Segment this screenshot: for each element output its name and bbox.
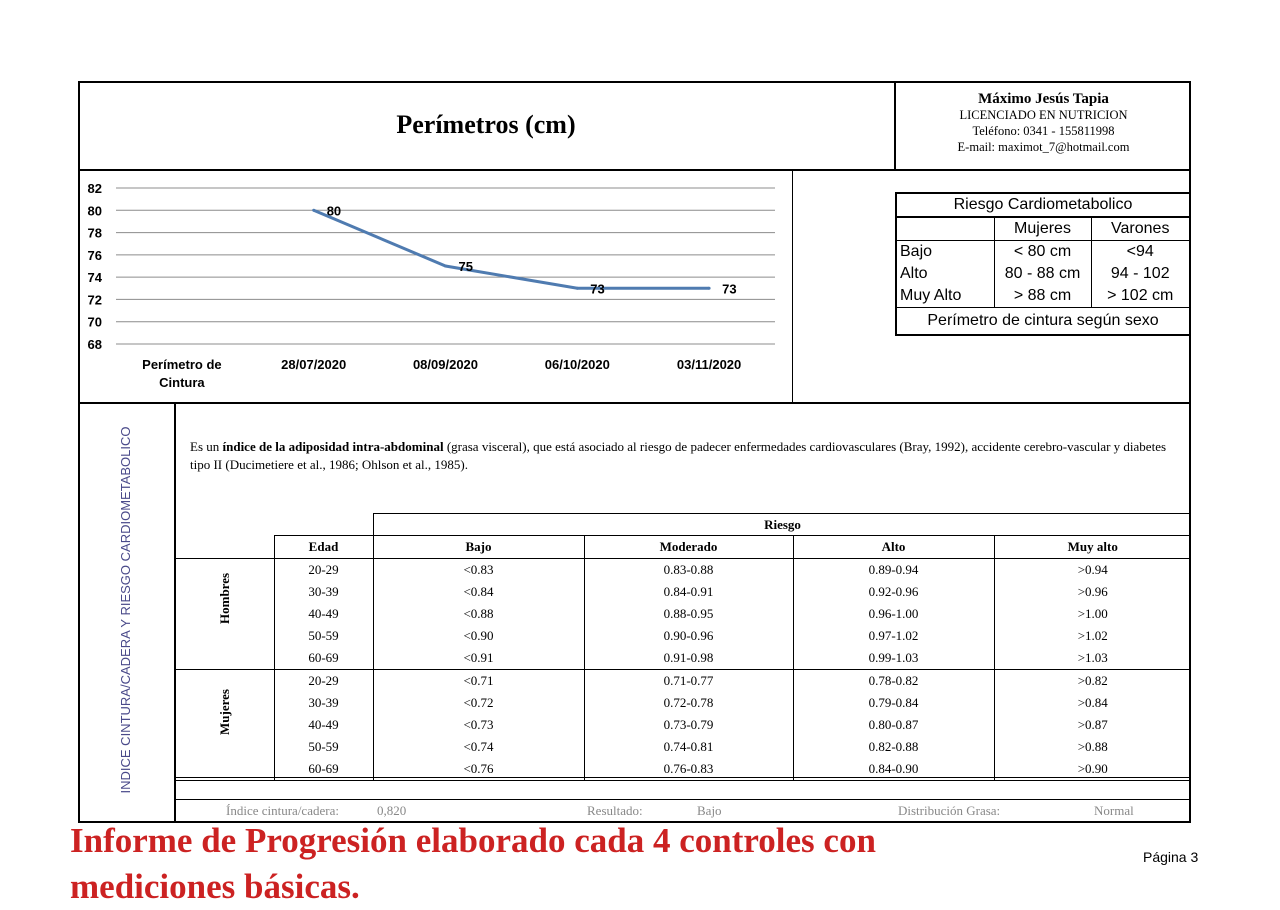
ic-group-label-cell <box>176 670 274 781</box>
ic-header-edad: Edad <box>274 536 373 559</box>
contact-name: Máximo Jesús Tapia <box>978 91 1109 107</box>
summary-index-label: Índice cintura/cadera: <box>226 803 339 818</box>
page-number: Página 3 <box>1143 849 1199 865</box>
ic-value-cell: 0.83-0.88 <box>584 559 793 582</box>
summary-distribution-value: Normal <box>1094 803 1134 818</box>
data-label: 75 <box>458 259 473 274</box>
ic-value-cell: 0.91-0.98 <box>584 647 793 670</box>
ic-value-cell: >0.82 <box>994 670 1191 693</box>
ic-header-alto: Alto <box>793 536 994 559</box>
risk-table-title: Riesgo Cardiometabolico <box>897 194 1189 217</box>
risk-level: Bajo <box>897 241 994 264</box>
data-point <box>312 209 315 212</box>
summary-result-value: Bajo <box>697 803 722 818</box>
x-tick-label: 28/07/2020 <box>281 357 347 372</box>
ic-age-cell: 60-69 <box>274 758 373 781</box>
ic-age-cell: 40-49 <box>274 714 373 736</box>
ic-header-bajo: Bajo <box>373 536 584 559</box>
risk-table-footer: Perímetro de cintura según sexo <box>927 312 1159 329</box>
description <box>190 438 1185 474</box>
ic-value-cell: >1.02 <box>994 625 1191 647</box>
contact-block <box>896 81 1191 171</box>
y-tick-label: 72 <box>87 292 102 308</box>
table-row <box>176 647 1191 670</box>
ic-value-cell: >0.84 <box>994 692 1191 714</box>
y-tick-label: 78 <box>87 225 102 241</box>
ic-group-label: Mujeres <box>216 689 232 735</box>
risk-varones: 94 - 102 <box>1091 263 1189 285</box>
ic-value-cell: 0.92-0.96 <box>793 581 994 603</box>
x-tick-label: 06/10/2020 <box>544 357 610 372</box>
risk-mujeres: > 88 cm <box>994 285 1091 308</box>
ic-value-cell: >1.03 <box>994 647 1191 670</box>
ic-value-cell: <0.90 <box>373 625 584 647</box>
table-row <box>176 603 1191 625</box>
table-row <box>176 670 1191 693</box>
ic-value-cell: <0.74 <box>373 736 584 758</box>
side-label-column <box>78 402 176 823</box>
risk-mujeres: < 80 cm <box>994 241 1091 264</box>
ic-value-cell: 0.76-0.83 <box>584 758 793 781</box>
ic-value-cell: >0.94 <box>994 559 1191 582</box>
ic-value-cell: >0.88 <box>994 736 1191 758</box>
y-tick-label: 74 <box>87 270 102 286</box>
table-row <box>176 559 1191 582</box>
table-row <box>176 692 1191 714</box>
ic-value-cell: 0.74-0.81 <box>584 736 793 758</box>
ic-value-cell: 0.80-0.87 <box>793 714 994 736</box>
ic-value-cell: <0.71 <box>373 670 584 693</box>
ic-age-cell: 60-69 <box>274 647 373 670</box>
ic-age-cell: 20-29 <box>274 670 373 693</box>
ic-age-cell: 50-59 <box>274 625 373 647</box>
waist-chart <box>78 171 791 401</box>
risk-header-empty <box>897 218 994 241</box>
risk-header-mujeres: Mujeres <box>994 218 1091 241</box>
y-tick-label: 76 <box>87 247 102 263</box>
ic-table-header <box>176 536 1191 559</box>
ic-value-cell: 0.72-0.78 <box>584 692 793 714</box>
ic-group-label-cell <box>176 559 274 670</box>
description-post: (grasa visceral), que está asociado al riesgo de padecer enfermedades cardiovasculares (Bray, 1992), accidente cerebro-vascular y diabetes tipo II (Ducimetiere et al., 1986; Ohlson et al., 1985). <box>190 439 1167 472</box>
ic-header-moderado: Moderado <box>584 536 793 559</box>
risk-header-varones: Varones <box>1091 218 1189 241</box>
x-tick-label: Perímetro de <box>142 357 222 372</box>
data-label: 80 <box>326 203 342 219</box>
risk-level: Alto <box>897 263 994 285</box>
ic-value-cell: 0.99-1.03 <box>793 647 994 670</box>
ic-value-cell: 0.84-0.91 <box>584 581 793 603</box>
ic-value-cell: >0.87 <box>994 714 1191 736</box>
ic-value-cell: 0.82-0.88 <box>793 736 994 758</box>
ic-value-cell: <0.91 <box>373 647 584 670</box>
ic-table <box>176 535 1191 781</box>
y-tick-label: 68 <box>87 337 102 352</box>
ic-value-cell: 0.79-0.84 <box>793 692 994 714</box>
table-row <box>176 736 1191 758</box>
ic-value-cell: <0.84 <box>373 581 584 603</box>
y-tick-label: 80 <box>87 203 102 219</box>
ic-age-cell: 30-39 <box>274 581 373 603</box>
risk-table-grid <box>897 217 1189 308</box>
page-title: Perímetros (cm) <box>396 110 576 139</box>
summary-index-value: 0,820 <box>377 803 407 818</box>
risk-varones: > 102 cm <box>1091 285 1189 308</box>
ic-group-label: Hombres <box>216 572 232 624</box>
risk-table-header <box>897 218 1189 241</box>
ic-age-cell: 40-49 <box>274 603 373 625</box>
y-tick-label: 70 <box>87 314 102 330</box>
risk-table <box>895 192 1191 336</box>
risk-row <box>897 241 1189 264</box>
ic-value-cell: 0.78-0.82 <box>793 670 994 693</box>
ic-value-cell: 0.84-0.90 <box>793 758 994 781</box>
table-row <box>176 625 1191 647</box>
ic-value-cell: <0.73 <box>373 714 584 736</box>
ic-age-cell: 30-39 <box>274 692 373 714</box>
x-tick-label: 08/09/2020 <box>412 357 479 372</box>
ic-value-cell: 0.96-1.00 <box>793 603 994 625</box>
footer-note: Informe de Progresión elaborado cada 4 controles con mediciones básicas. <box>70 821 876 906</box>
series-line <box>314 210 709 288</box>
ic-value-cell: >0.90 <box>994 758 1191 781</box>
description-bold: índice de la adiposidad intra-abdominal <box>222 439 444 454</box>
contact-phone: Teléfono: 0341 - 155811998 <box>972 124 1115 138</box>
ic-header-blank <box>176 536 274 559</box>
risk-mujeres: 80 - 88 cm <box>994 263 1091 285</box>
data-point <box>444 265 447 268</box>
data-label: 73 <box>722 281 737 297</box>
table-row <box>176 581 1191 603</box>
header-title-cell <box>78 81 896 171</box>
chart-box <box>78 171 793 403</box>
ic-value-cell: >0.96 <box>994 581 1191 603</box>
ic-header-muy-alto: Muy alto <box>994 536 1191 559</box>
ic-value-cell: <0.83 <box>373 559 584 582</box>
ic-value-cell: <0.88 <box>373 603 584 625</box>
ic-table-spacer <box>176 777 1191 800</box>
contact-email: E-mail: maximot_7@hotmail.com <box>957 140 1130 154</box>
data-point <box>708 287 711 290</box>
contact-profession: LICENCIADO EN NUTRICION <box>959 108 1128 122</box>
ic-value-cell: 0.71-0.77 <box>584 670 793 693</box>
riesgo-label: Riesgo <box>764 517 801 532</box>
risk-row <box>897 263 1189 285</box>
ic-value-cell: <0.76 <box>373 758 584 781</box>
y-tick-label: 82 <box>87 181 102 196</box>
data-label: 73 <box>590 281 605 297</box>
x-tick-label: Cintura <box>159 375 205 390</box>
risk-row <box>897 285 1189 308</box>
ic-value-cell: 0.97-1.02 <box>793 625 994 647</box>
section-divider <box>78 402 1191 404</box>
ic-value-cell: 0.89-0.94 <box>793 559 994 582</box>
risk-varones: <94 <box>1091 241 1189 264</box>
risk-level: Muy Alto <box>897 285 994 308</box>
ic-table-group-header <box>373 513 1191 535</box>
ic-age-cell: 50-59 <box>274 736 373 758</box>
ic-age-cell: 20-29 <box>274 559 373 582</box>
ic-value-cell: <0.72 <box>373 692 584 714</box>
summary-result-label: Resultado: <box>587 803 643 818</box>
data-point <box>576 287 579 290</box>
table-row <box>176 714 1191 736</box>
ic-value-cell: 0.73-0.79 <box>584 714 793 736</box>
description-pre: Es un <box>190 439 223 454</box>
summary-distribution-label: Distribución Grasa: <box>898 803 1001 818</box>
ic-value-cell: 0.88-0.95 <box>584 603 793 625</box>
ic-value-cell: >1.00 <box>994 603 1191 625</box>
ic-value-cell: 0.90-0.96 <box>584 625 793 647</box>
x-tick-label: 03/11/2020 <box>676 357 742 372</box>
side-label: INDICE CINTURA/CADERA Y RIESGO CARDIOMETABOLICO <box>118 426 133 794</box>
